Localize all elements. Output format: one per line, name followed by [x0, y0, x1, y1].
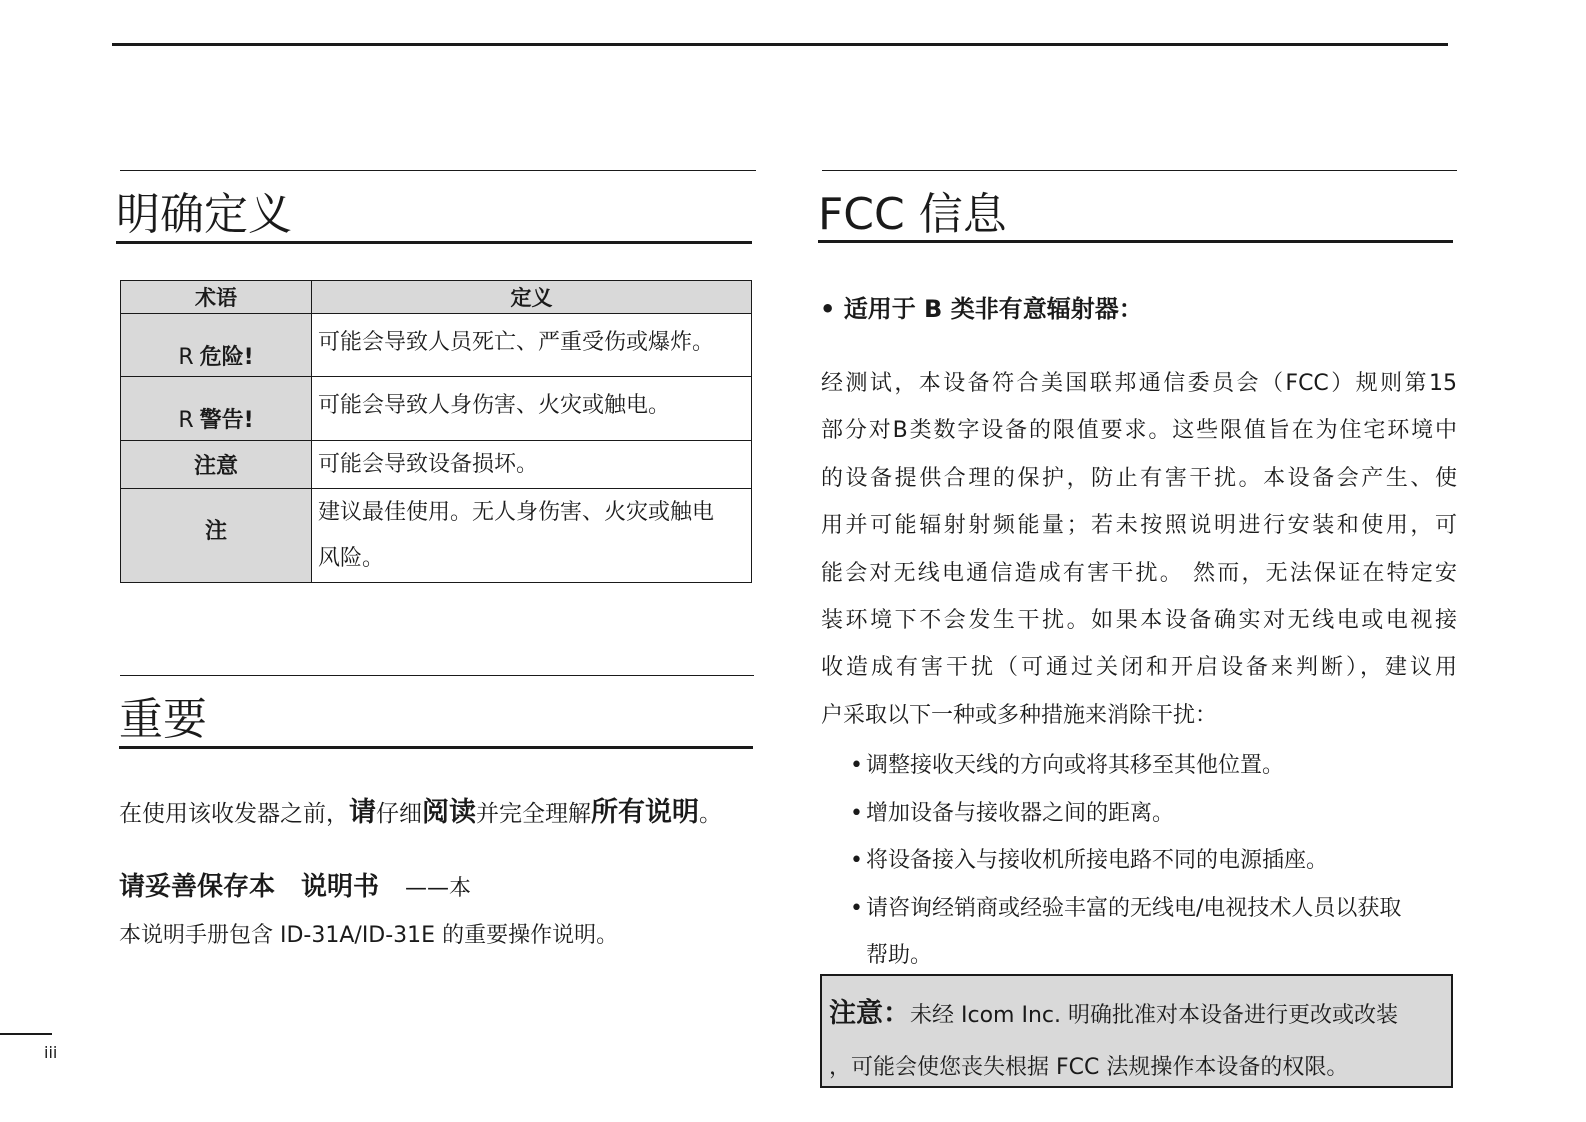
- intro-text: 在使用该收发器之前，: [119, 801, 349, 827]
- intro-emphasis: 所有说明: [591, 797, 699, 828]
- term-label: 警告!: [199, 408, 254, 433]
- intro-emphasis: 阅读: [422, 797, 476, 828]
- section-rule-top: [120, 170, 756, 171]
- paragraph-line: 经测试，本设备符合美国联邦通信委员会（FCC）规则第15: [821, 371, 1457, 396]
- paragraph-line: 能会对无线电通信造成有害干扰。 然而，无法保证在特定安: [821, 560, 1457, 586]
- table-row: [121, 441, 752, 489]
- keep-manual-dash: ——本: [405, 876, 472, 901]
- class-b-subtitle: • 适用于 B 类非有意辐射器：: [820, 295, 1143, 323]
- intro-text: 仔细: [376, 801, 422, 827]
- definition-cell: 可能会导致设备损坏。: [312, 441, 752, 489]
- caution-notice-box: [820, 974, 1453, 1088]
- intro-text: 。: [699, 801, 722, 827]
- definitions-title: 明确定义: [116, 189, 292, 240]
- list-item: • 调整接收天线的方向或将其移至其他位置。: [850, 742, 1450, 790]
- list-item: • 增加设备与接收器之间的距离。: [850, 790, 1450, 838]
- table-header-row: [121, 281, 752, 314]
- term-cell: 注: [121, 489, 312, 583]
- paragraph-line: 部分对B类数字设备的限值要求。这些限值旨在为住宅环境中: [821, 418, 1457, 444]
- paragraph-line: 的设备提供合理的保护，防止有害干扰。本设备会产生、使: [821, 465, 1457, 491]
- list-item-line: • 请咨询经销商或经验丰富的无线电/电视技术人员以获取: [866, 895, 1402, 921]
- definition-line: 风险。: [318, 545, 385, 571]
- table-row: [121, 314, 752, 377]
- important-title: 重要: [119, 694, 207, 745]
- term-cell: 注意: [121, 441, 312, 489]
- read-instructions-text: [119, 790, 722, 829]
- keep-manual-heading: [119, 866, 471, 903]
- term-label: 危险!: [199, 344, 254, 370]
- paragraph-line: 收造成有害干扰（可通过关闭和开启设备来判断），建议用: [821, 655, 1457, 681]
- definitions-title-underline: [116, 241, 752, 244]
- intro-emphasis: 请: [349, 797, 376, 828]
- table-row: [121, 377, 752, 441]
- term-cell: [121, 377, 312, 441]
- section-rule-top: [822, 170, 1457, 171]
- notice-line: [829, 988, 1444, 1042]
- warning-icon: R: [178, 408, 194, 433]
- fcc-paragraph: [821, 360, 1457, 739]
- column-header-term: 术语: [121, 281, 312, 314]
- section-rule-top: [120, 675, 754, 676]
- column-header-definition: 定义: [312, 281, 752, 314]
- definition-cell: 可能会导致人员死亡、严重受伤或爆炸。: [312, 314, 752, 377]
- notice-label: 注意：: [829, 998, 910, 1029]
- table-row: [121, 489, 752, 583]
- paragraph-line: 户采取以下一种或多种措施来消除干扰：: [821, 702, 1218, 728]
- definitions-table: [120, 280, 752, 583]
- top-rule: [112, 43, 1448, 46]
- notice-text: 未经 Icom Inc. 明确批准对本设备进行更改或改装: [910, 1003, 1398, 1028]
- definition-line: 建议最佳使用。无人身伤害、火灾或触电: [318, 499, 715, 525]
- manual-contents-text: 本说明手册包含 ID-31A/ID-31E 的重要操作说明。: [119, 923, 619, 948]
- definition-cell: 可能会导致人身伤害、火灾或触电。: [312, 377, 752, 441]
- fcc-title-underline: [818, 240, 1453, 243]
- keep-manual-text: 请妥善保存本 说明书: [119, 872, 380, 902]
- paragraph-line: 装环境下不会发生干扰。如果本设备确实对无线电或电视接: [821, 608, 1457, 634]
- list-item-line: 帮助。: [866, 943, 933, 968]
- interference-measures-list: [850, 742, 1450, 980]
- term-cell: [121, 314, 312, 377]
- definition-cell: [312, 489, 752, 583]
- notice-line: ，可能会使您丧失根据 FCC 法规操作本设备的权限。: [829, 1055, 1349, 1080]
- intro-text: 并完全理解: [476, 801, 591, 827]
- fcc-title: FCC 信息: [818, 189, 1007, 240]
- list-item: • 将设备接入与接收机所接电路不同的电源插座。: [850, 837, 1450, 885]
- page-number: iii: [44, 1043, 58, 1062]
- danger-icon: R: [178, 344, 194, 370]
- list-item: [850, 885, 1450, 980]
- paragraph-line: 用并可能辐射射频能量；若未按照说明进行安装和使用，可: [821, 513, 1457, 539]
- important-title-underline: [119, 746, 753, 749]
- footer-rule: [0, 1033, 52, 1035]
